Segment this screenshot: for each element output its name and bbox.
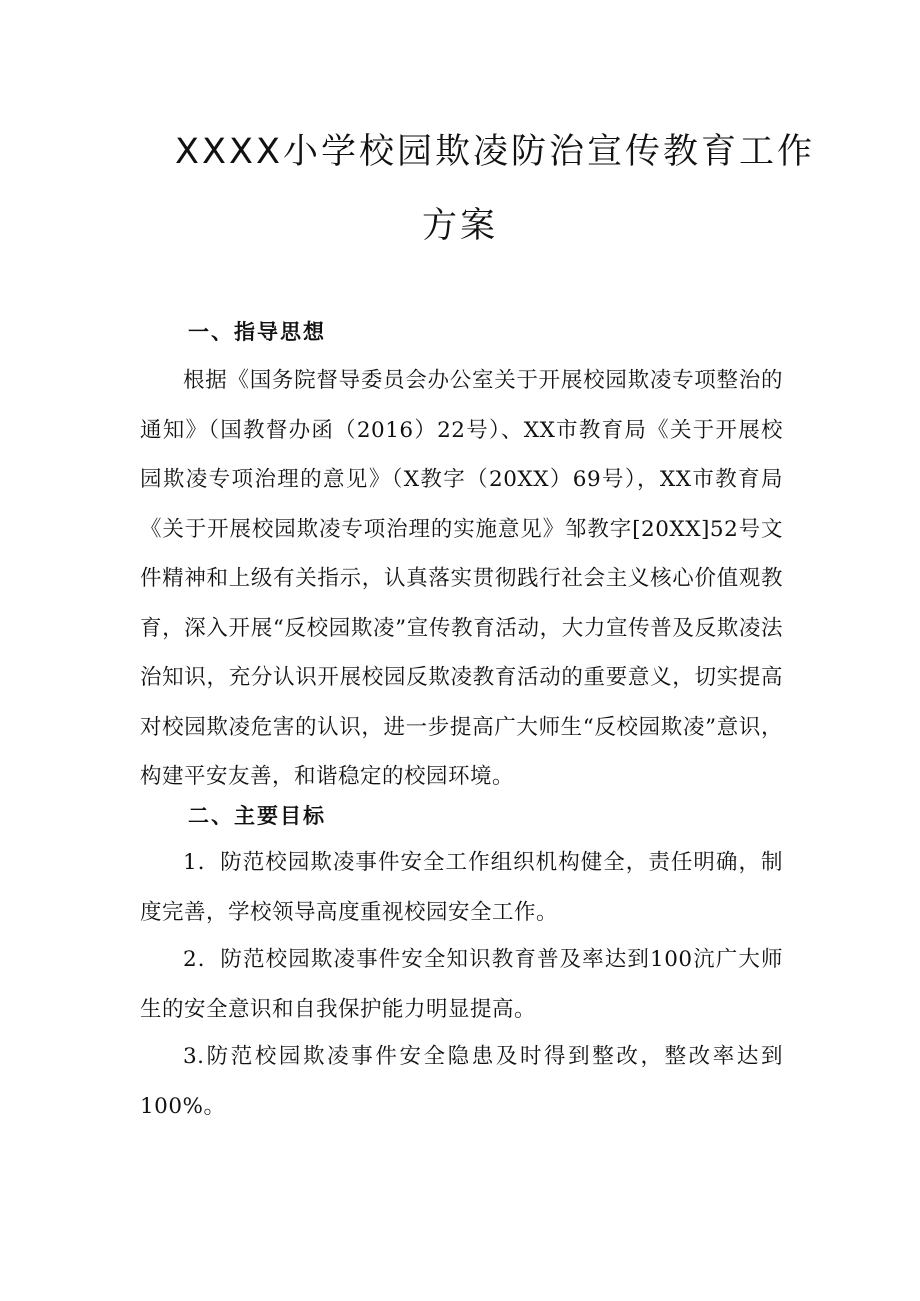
section-heading-main-goals: 二、主要目标 [188,804,326,828]
document-title-line-1: XXXX小学校园欺凌防治宣传教育工作 [175,132,815,172]
goal-item-1: 1．防范校园欺凌事件安全工作组织机构健全，责任明确，制度完善，学校领导高度重视校园安全工作。 [140,850,783,925]
section-heading-guiding-ideology: 一、指导思想 [188,320,326,344]
goal-item-3: 3.防范校园欺凌事件安全隐患及时得到整改，整改率达到100%。 [140,1044,783,1119]
document-title-line-2: 方案 [421,206,498,246]
paragraph-guiding-ideology: 根据《国务院督导委员会办公室关于开展校园欺凌专项整治的通知》（国教督办函（2016）22号）、XX市教育局《关于开展校园欺凌专项治理的意见》（X教字（20XX）69号），XX市教育局《关于开展校园欺凌专项治理的实施意见》邹教字[20XX]52号文件精神和上级有关指示，认真落实贯彻践行社会主义核心价值观教育，深入开展“反校园欺凌”宣传教育活动，大力宣传普及反欺凌法治知识，充分认识开展校园反欺凌教育活动的重要意义，切实提高对校园欺凌危害的认识，进一步提高广大师生“反校园欺凌”意识，构建平安友善，和谐稳定的校园环境。 [140,368,783,789]
goal-item-2: 2．防范校园欺凌事件安全知识教育普及率达到100沆广大师生的安全意识和自我保护能力明显提高。 [140,947,783,1022]
